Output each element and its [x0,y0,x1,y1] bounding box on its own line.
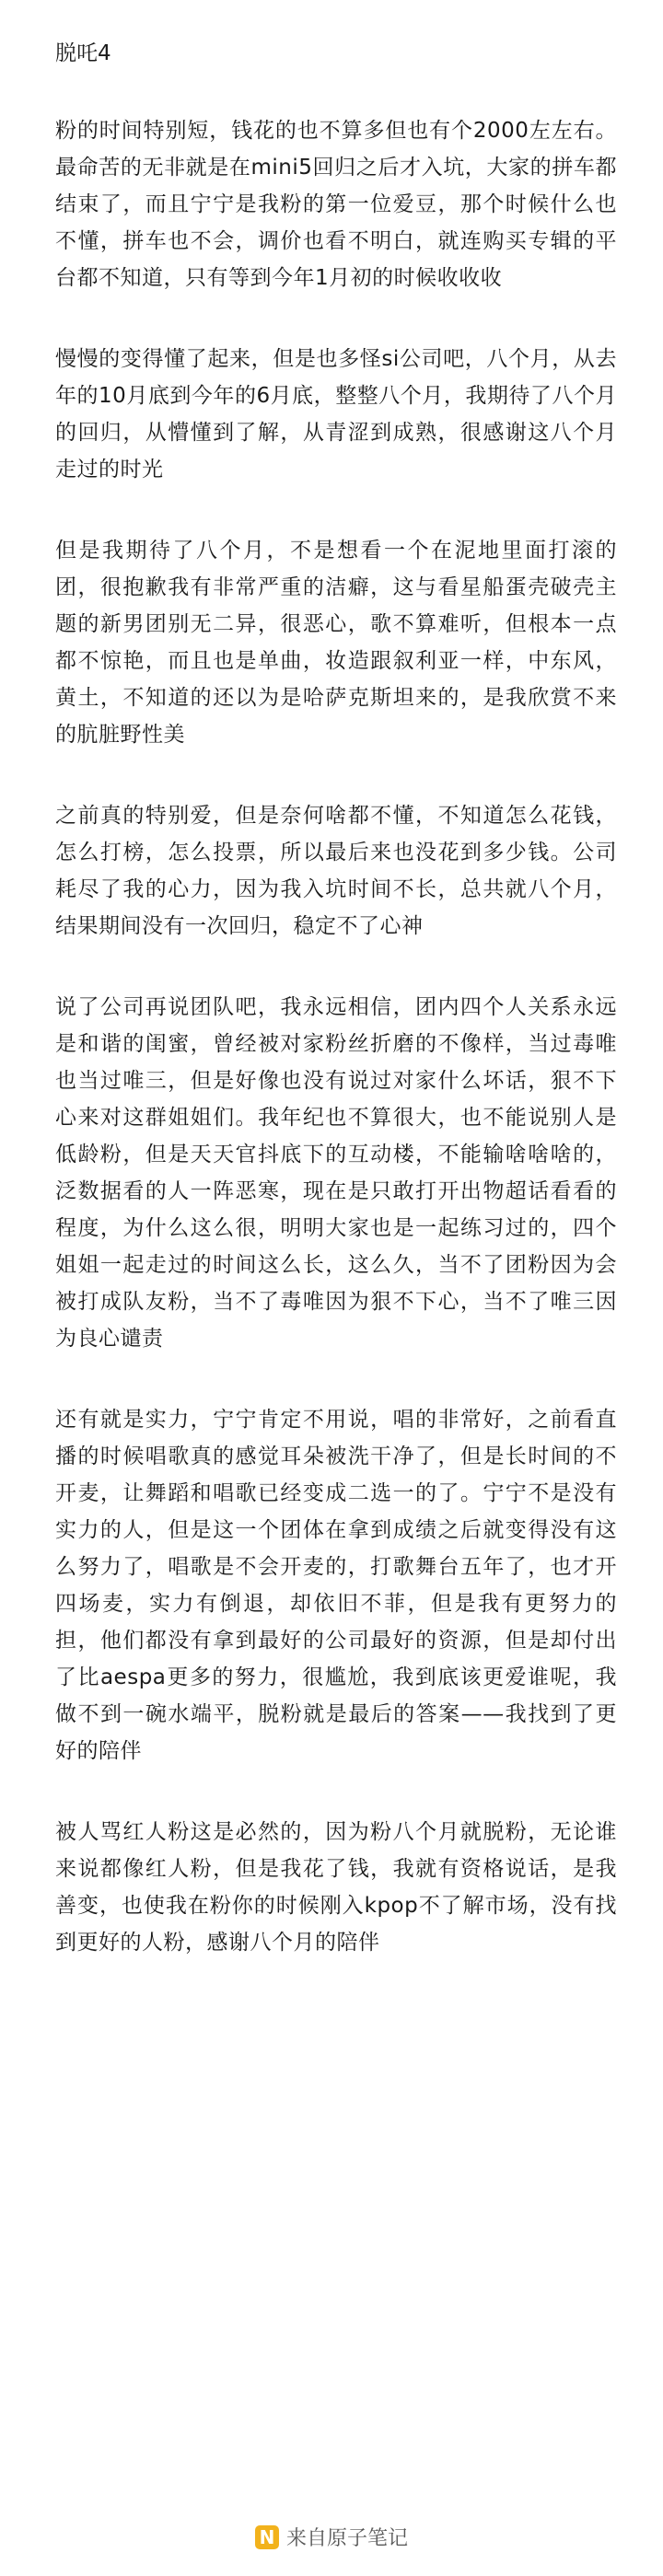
paragraph-3: 但是我期待了八个月，不是想看一个在泥地里面打滚的团，很抱歉我有非常严重的洁癖，这与看星船蛋壳破壳主题的新男团别无二异，很恶心，歌不算难听，但根本一点都不惊艳，而且也是单曲，妆造跟叙利亚一样，中东风，黄土，不知道的还以为是哈萨克斯坦来的，是我欣赏不来的肮脏野性美 [55,539,617,747]
note-body [55,35,617,2005]
source-footer [0,2523,663,2551]
paragraph-7: 被人骂红人粉这是必然的，因为粉八个月就脱粉，无论谁来说都像红人粉，但是我花了钱，我就有资格说话，是我善变，也使我在粉你的时候刚入kpop不了解市场，没有找到更好的人粉，感谢八个月的陪伴 [55,1820,617,1955]
paragraph-2: 慢慢的变得懂了起来，但是也多怪si公司吧，八个月，从去年的10月底到今年的6月底，整整八个月，我期待了八个月的回归，从懵懂到了解，从青涩到成熟，很感谢这八个月走过的时光 [55,347,617,482]
source-text: 来自原子笔记 [285,2527,408,2550]
paragraph-1: 粉的时间特别短，钱花的也不算多但也有个2000左左右。最命苦的无非就是在mini5回归之后才入坑，大家的拼车都结束了，而且宁宁是我粉的第一位爱豆，那个时候什么也不懂，拼车也不会，调价也看不明白，就连购买专辑的平台都不知道，只有等到今年1月初的时候收收收 [55,119,617,290]
paragraph-6: 还有就是实力，宁宁肯定不用说，唱的非常好，之前看直播的时候唱歌真的感觉耳朵被洗干净了，但是长时间的不开麦，让舞蹈和唱歌已经变成二选一的了。宁宁不是没有实力的人，但是这一个团体在拿到成绩之后就变得没有这么努力了，唱歌是不会开麦的，打歌舞台五年了，也才开四场麦，实力有倒退，却依旧不菲，但是我有更努力的担，他们都没有拿到最好的公司最好的资源，但是却付出了比aespa更多的努力，很尴尬，我到底该更爱谁呢，我做不到一碗水端平，脱粉就是最后的答案——我找到了更好的陪伴 [55,1408,617,1763]
app-logo-icon: N [255,2525,279,2549]
note-title: 脱吒4 [55,41,111,65]
paragraph-5: 说了公司再说团队吧，我永远相信，团内四个人关系永远是和谐的闺蜜，曾经被对家粉丝折磨的不像样，当过毒唯也当过唯三，但是好像也没有说过对家什么坏话，狠不下心来对这群姐姐们。我年纪也不算很大，也不能说别人是低龄粉，但是天天官抖底下的互动楼，不能输啥啥啥的，泛数据看的人一阵恶寒，现在是只敢打开出物超话看看的程度，为什么这么很，明明大家也是一起练习过的，四个姐姐一起走过的时间这么长，这么久，当不了团粉因为会被打成队友粉，当不了毒唯因为狠不下心，当不了唯三因为良心谴责 [55,995,617,1351]
paragraph-4: 之前真的特别爱，但是奈何啥都不懂，不知道怎么花钱，怎么打榜，怎么投票，所以最后来也没花到多少钱。公司耗尽了我的心力，因为我入坑时间不长，总共就八个月，结果期间没有一次回归，稳定不了心神 [55,804,617,938]
